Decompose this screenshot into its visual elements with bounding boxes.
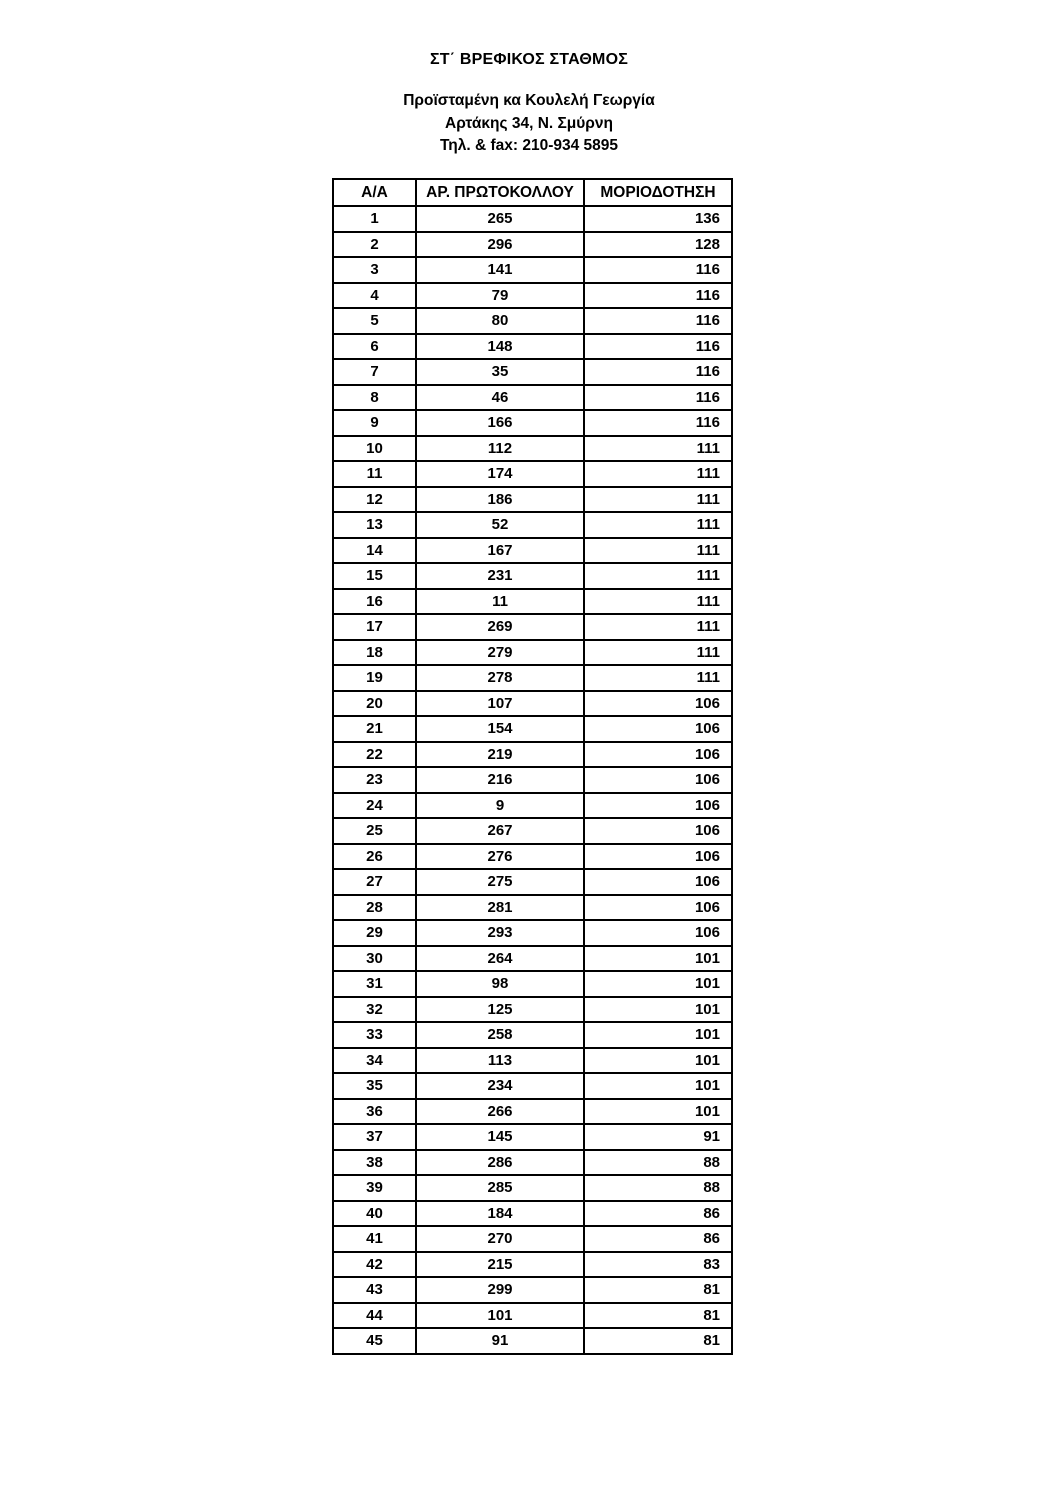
cell-aa: 37 xyxy=(333,1124,416,1150)
cell-aa: 4 xyxy=(333,283,416,309)
cell-protocol: 266 xyxy=(416,1099,584,1125)
table-row xyxy=(333,410,732,436)
cell-score: 136 xyxy=(584,206,732,232)
cell-protocol: 166 xyxy=(416,410,584,436)
cell-protocol: 270 xyxy=(416,1226,584,1252)
cell-score: 116 xyxy=(584,385,732,411)
cell-aa: 17 xyxy=(333,614,416,640)
cell-aa: 9 xyxy=(333,410,416,436)
cell-score: 111 xyxy=(584,538,732,564)
table-row xyxy=(333,589,732,615)
table-row xyxy=(333,1328,732,1354)
cell-score: 106 xyxy=(584,844,732,870)
cell-score: 111 xyxy=(584,461,732,487)
cell-score: 111 xyxy=(584,563,732,589)
cell-aa: 6 xyxy=(333,334,416,360)
table-row xyxy=(333,487,732,513)
cell-aa: 45 xyxy=(333,1328,416,1354)
cell-protocol: 35 xyxy=(416,359,584,385)
cell-aa: 39 xyxy=(333,1175,416,1201)
cell-protocol: 11 xyxy=(416,589,584,615)
cell-score: 116 xyxy=(584,257,732,283)
table-row xyxy=(333,691,732,717)
cell-aa: 11 xyxy=(333,461,416,487)
cell-aa: 3 xyxy=(333,257,416,283)
cell-score: 106 xyxy=(584,767,732,793)
table-row xyxy=(333,1252,732,1278)
cell-score: 88 xyxy=(584,1175,732,1201)
table-row xyxy=(333,308,732,334)
cell-aa: 27 xyxy=(333,869,416,895)
cell-score: 81 xyxy=(584,1328,732,1354)
cell-score: 116 xyxy=(584,283,732,309)
cell-aa: 25 xyxy=(333,818,416,844)
table-row xyxy=(333,1022,732,1048)
cell-score: 106 xyxy=(584,716,732,742)
table-row xyxy=(333,232,732,258)
cell-aa: 14 xyxy=(333,538,416,564)
cell-aa: 20 xyxy=(333,691,416,717)
cell-protocol: 80 xyxy=(416,308,584,334)
table-row xyxy=(333,920,732,946)
cell-score: 111 xyxy=(584,665,732,691)
cell-protocol: 293 xyxy=(416,920,584,946)
cell-score: 101 xyxy=(584,946,732,972)
cell-score: 86 xyxy=(584,1226,732,1252)
header-row xyxy=(333,179,732,206)
table-row xyxy=(333,844,732,870)
table-row xyxy=(333,538,732,564)
table-row xyxy=(333,793,732,819)
cell-protocol: 276 xyxy=(416,844,584,870)
cell-aa: 44 xyxy=(333,1303,416,1329)
phone-fax-line: Τηλ. & fax: 210-934 5895 xyxy=(439,137,619,154)
table-row xyxy=(333,971,732,997)
table-row xyxy=(333,512,732,538)
doc-subtitle-block xyxy=(0,90,1058,158)
table-row xyxy=(333,946,732,972)
cell-aa: 16 xyxy=(333,589,416,615)
cell-score: 106 xyxy=(584,691,732,717)
table-row xyxy=(333,665,732,691)
cell-aa: 35 xyxy=(333,1073,416,1099)
table-row xyxy=(333,257,732,283)
cell-aa: 24 xyxy=(333,793,416,819)
cell-protocol: 275 xyxy=(416,869,584,895)
cell-aa: 43 xyxy=(333,1277,416,1303)
cell-score: 101 xyxy=(584,1048,732,1074)
table-row xyxy=(333,742,732,768)
table-row xyxy=(333,563,732,589)
cell-aa: 5 xyxy=(333,308,416,334)
table-row xyxy=(333,1201,732,1227)
cell-aa: 10 xyxy=(333,436,416,462)
cell-aa: 31 xyxy=(333,971,416,997)
cell-score: 101 xyxy=(584,1099,732,1125)
cell-score: 81 xyxy=(584,1303,732,1329)
cell-score: 116 xyxy=(584,308,732,334)
cell-score: 86 xyxy=(584,1201,732,1227)
cell-aa: 12 xyxy=(333,487,416,513)
table-row xyxy=(333,767,732,793)
cell-protocol: 296 xyxy=(416,232,584,258)
cell-protocol: 234 xyxy=(416,1073,584,1099)
cell-score: 83 xyxy=(584,1252,732,1278)
cell-score: 111 xyxy=(584,614,732,640)
cell-protocol: 186 xyxy=(416,487,584,513)
cell-protocol: 278 xyxy=(416,665,584,691)
cell-protocol: 265 xyxy=(416,206,584,232)
supervisor-line: Προϊσταμένη κα Κουλελή Γεωργία xyxy=(403,92,655,109)
page-title: ΣΤ΄ ΒΡΕΦΙΚΟΣ ΣΤΑΘΜΟΣ xyxy=(429,51,629,68)
table-row xyxy=(333,869,732,895)
cell-protocol: 258 xyxy=(416,1022,584,1048)
cell-protocol: 9 xyxy=(416,793,584,819)
header-cell-protocol: ΑΡ. ΠΡΩΤΟΚΟΛΛΟΥ xyxy=(416,179,584,206)
cell-aa: 28 xyxy=(333,895,416,921)
cell-score: 101 xyxy=(584,997,732,1023)
table-row xyxy=(333,640,732,666)
cell-score: 111 xyxy=(584,487,732,513)
table-row xyxy=(333,1073,732,1099)
table-row xyxy=(333,1099,732,1125)
table-row xyxy=(333,206,732,232)
cell-protocol: 216 xyxy=(416,767,584,793)
cell-aa: 26 xyxy=(333,844,416,870)
table-row xyxy=(333,1048,732,1074)
cell-aa: 33 xyxy=(333,1022,416,1048)
cell-protocol: 145 xyxy=(416,1124,584,1150)
cell-aa: 18 xyxy=(333,640,416,666)
cell-protocol: 98 xyxy=(416,971,584,997)
table-row xyxy=(333,1175,732,1201)
cell-score: 88 xyxy=(584,1150,732,1176)
table-row xyxy=(333,359,732,385)
table-row xyxy=(333,818,732,844)
cell-protocol: 267 xyxy=(416,818,584,844)
table-row xyxy=(333,385,732,411)
cell-score: 116 xyxy=(584,410,732,436)
cell-aa: 40 xyxy=(333,1201,416,1227)
cell-protocol: 101 xyxy=(416,1303,584,1329)
cell-score: 81 xyxy=(584,1277,732,1303)
table-row xyxy=(333,1277,732,1303)
cell-score: 101 xyxy=(584,1073,732,1099)
cell-protocol: 231 xyxy=(416,563,584,589)
cell-aa: 36 xyxy=(333,1099,416,1125)
cell-score: 111 xyxy=(584,436,732,462)
cell-protocol: 299 xyxy=(416,1277,584,1303)
cell-score: 106 xyxy=(584,920,732,946)
cell-protocol: 281 xyxy=(416,895,584,921)
cell-protocol: 91 xyxy=(416,1328,584,1354)
cell-score: 101 xyxy=(584,1022,732,1048)
cell-protocol: 112 xyxy=(416,436,584,462)
cell-protocol: 148 xyxy=(416,334,584,360)
cell-aa: 29 xyxy=(333,920,416,946)
address-line: Αρτάκης 34, Ν. Σμύρνη xyxy=(445,114,613,132)
cell-protocol: 52 xyxy=(416,512,584,538)
cell-protocol: 215 xyxy=(416,1252,584,1278)
table-row xyxy=(333,1124,732,1150)
cell-protocol: 167 xyxy=(416,538,584,564)
cell-aa: 34 xyxy=(333,1048,416,1074)
cell-score: 116 xyxy=(584,359,732,385)
cell-protocol: 269 xyxy=(416,614,584,640)
cell-protocol: 46 xyxy=(416,385,584,411)
cell-score: 116 xyxy=(584,334,732,360)
cell-aa: 7 xyxy=(333,359,416,385)
cell-aa: 21 xyxy=(333,716,416,742)
cell-aa: 38 xyxy=(333,1150,416,1176)
cell-aa: 30 xyxy=(333,946,416,972)
cell-score: 106 xyxy=(584,742,732,768)
cell-score: 106 xyxy=(584,895,732,921)
table-row xyxy=(333,461,732,487)
cell-aa: 1 xyxy=(333,206,416,232)
cell-protocol: 219 xyxy=(416,742,584,768)
table-row xyxy=(333,334,732,360)
cell-protocol: 264 xyxy=(416,946,584,972)
cell-protocol: 174 xyxy=(416,461,584,487)
cell-score: 128 xyxy=(584,232,732,258)
cell-score: 106 xyxy=(584,869,732,895)
cell-aa: 41 xyxy=(333,1226,416,1252)
table-row xyxy=(333,1226,732,1252)
cell-aa: 42 xyxy=(333,1252,416,1278)
header-cell-aa: Α/Α xyxy=(333,179,416,206)
table-header xyxy=(333,179,732,206)
score-table xyxy=(332,178,733,1355)
table-row xyxy=(333,614,732,640)
cell-protocol: 285 xyxy=(416,1175,584,1201)
cell-protocol: 113 xyxy=(416,1048,584,1074)
cell-protocol: 286 xyxy=(416,1150,584,1176)
cell-protocol: 141 xyxy=(416,257,584,283)
cell-protocol: 279 xyxy=(416,640,584,666)
cell-score: 106 xyxy=(584,818,732,844)
table-row xyxy=(333,895,732,921)
cell-protocol: 79 xyxy=(416,283,584,309)
cell-score: 111 xyxy=(584,640,732,666)
cell-protocol: 184 xyxy=(416,1201,584,1227)
cell-score: 111 xyxy=(584,589,732,615)
cell-score: 91 xyxy=(584,1124,732,1150)
table-row xyxy=(333,1150,732,1176)
cell-protocol: 154 xyxy=(416,716,584,742)
table-row xyxy=(333,997,732,1023)
cell-aa: 19 xyxy=(333,665,416,691)
cell-aa: 23 xyxy=(333,767,416,793)
cell-score: 106 xyxy=(584,793,732,819)
table-row xyxy=(333,1303,732,1329)
cell-score: 101 xyxy=(584,971,732,997)
cell-protocol: 107 xyxy=(416,691,584,717)
table-row xyxy=(333,716,732,742)
cell-aa: 8 xyxy=(333,385,416,411)
table-body xyxy=(333,206,732,1354)
cell-aa: 32 xyxy=(333,997,416,1023)
table-row xyxy=(333,283,732,309)
cell-aa: 2 xyxy=(333,232,416,258)
header-cell-score: ΜΟΡΙΟΔΟΤΗΣΗ xyxy=(584,179,732,206)
table-row xyxy=(333,436,732,462)
cell-aa: 22 xyxy=(333,742,416,768)
cell-aa: 13 xyxy=(333,512,416,538)
cell-score: 111 xyxy=(584,512,732,538)
cell-aa: 15 xyxy=(333,563,416,589)
cell-protocol: 125 xyxy=(416,997,584,1023)
